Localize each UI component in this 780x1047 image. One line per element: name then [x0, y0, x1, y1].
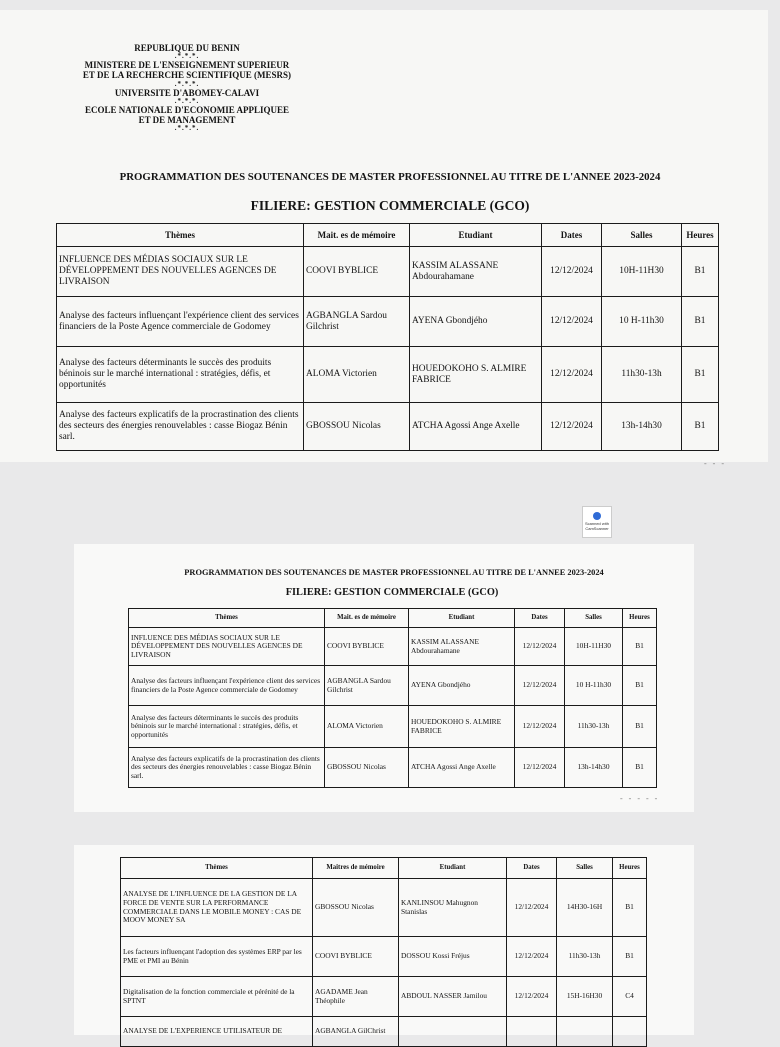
cell-date: 12/12/2024 — [515, 748, 565, 788]
cell-theme: Analyse des facteurs influençant l'expérience client des services financiers de la Poste Agence commerciale de Godomey — [129, 666, 325, 706]
header-separator: .*.*.*. — [174, 79, 200, 88]
cell-hour: B1 — [613, 879, 647, 937]
header-separator: .*.*.*. — [174, 96, 200, 105]
table-row — [129, 628, 657, 666]
cell-date: 12/12/2024 — [507, 977, 557, 1017]
scanned-with-label: Scanned with — [584, 521, 609, 526]
column-header-dates: Dates — [507, 858, 557, 879]
table-header-row — [129, 609, 657, 628]
scan-mark: - - - - - — [620, 794, 660, 803]
table-row — [129, 666, 657, 706]
cell-theme: ANALYSE DE L'EXPERIENCE UTILISATEUR DE — [121, 1017, 313, 1047]
cell-date: 12/12/2024 — [515, 666, 565, 706]
cell-room: 10H-11H30 — [565, 628, 623, 666]
cell-room: 11h30-13h — [565, 706, 623, 748]
cell-student: AYENA Gbondjého — [410, 297, 542, 347]
cell-supervisor: GBOSSOU Nicolas — [325, 748, 409, 788]
cell-hour: B1 — [613, 937, 647, 977]
document-title: PROGRAMMATION DES SOUTENANCES DE MASTER PROFESSIONNEL AU TITRE DE L'ANNEE 2023-2024 — [119, 171, 661, 183]
column-header-rooms: Salles — [565, 609, 623, 628]
cell-theme: Analyse des facteurs explicatifs de la procrastination des clients des secteurs des énergies renouvelables : casse Biogaz Bénin sarl. — [129, 748, 325, 788]
cell-date: 12/12/2024 — [515, 628, 565, 666]
cell-supervisor: AGBANGLA Sardou Gilchrist — [325, 666, 409, 706]
column-header-rooms: Salles — [602, 224, 682, 247]
scanned-page-1 — [0, 10, 768, 468]
cell-room: 13h-14h30 — [602, 403, 682, 451]
institution-header — [78, 43, 296, 132]
cell-date: 12/12/2024 — [542, 247, 602, 297]
table-row — [57, 347, 719, 403]
cell-theme: Analyse des facteurs explicatifs de la procrastination des clients des secteurs des énergies renouvelables : casse Biogaz Bénin sarl. — [57, 403, 304, 451]
cell-date: 12/12/2024 — [515, 706, 565, 748]
camscanner-badge — [582, 506, 612, 538]
header-line-ministry: MINISTERE DE L'ENSEIGNEMENT SUPERIEUR ET DE LA RECHERCHE SCIENTIFIQUE (MESRS) — [82, 60, 292, 81]
cell-date: 12/12/2024 — [542, 403, 602, 451]
header-line-university: UNIVERSITE D'ABOMEY-CALAVI — [114, 87, 260, 98]
cell-date — [507, 1017, 557, 1047]
cell-supervisor: COOVI BYBLICE — [304, 247, 410, 297]
cell-room: 11h30-13h — [557, 937, 613, 977]
cell-hour: B1 — [682, 297, 719, 347]
cell-date: 12/12/2024 — [542, 347, 602, 403]
cell-theme: INFLUENCE DES MÉDIAS SOCIAUX SUR LE DÉVELOPPEMENT DES NOUVELLES AGENCES DE LIVRAISON — [57, 247, 304, 297]
table-header-row — [57, 224, 719, 247]
table-row — [121, 937, 647, 977]
cell-hour: B1 — [623, 628, 657, 666]
cell-supervisor: AGBANGLA GilChrist — [313, 1017, 399, 1047]
column-header-student: Etudiant — [399, 858, 507, 879]
cell-theme: ANALYSE DE L'INFLUENCE DE LA GESTION DE LA FORCE DE VENTE SUR LA PERFORMANCE COMMERCIALE DANS LE MOBILE MONEY : CAS DE MOOV MONEY SA — [121, 879, 313, 937]
cell-date: 12/12/2024 — [507, 879, 557, 937]
cell-hour: C4 — [613, 977, 647, 1017]
cell-room: 15H-16H30 — [557, 977, 613, 1017]
cell-supervisor: ALOMA Victorien — [325, 706, 409, 748]
column-header-dates: Dates — [542, 224, 602, 247]
document-title: PROGRAMMATION DES SOUTENANCES DE MASTER PROFESSIONNEL AU TITRE DE L'ANNEE 2023-2024 — [184, 568, 604, 577]
table-row — [57, 403, 719, 451]
cell-room: 10H-11H30 — [602, 247, 682, 297]
cell-student: AYENA Gbondjého — [409, 666, 515, 706]
cell-hour: B1 — [623, 666, 657, 706]
cell-student: KASSIM ALASSANE Abdourahamane — [410, 247, 542, 297]
column-header-rooms: Salles — [557, 858, 613, 879]
header-separator: .*.*.*. — [174, 52, 200, 61]
cell-theme: Analyse des facteurs influençant l'expérience client des services financiers de la Poste Agence commerciale de Godomey — [57, 297, 304, 347]
cell-student: ATCHA Agossi Ange Axelle — [409, 748, 515, 788]
cell-hour: B1 — [623, 706, 657, 748]
cell-hour: B1 — [623, 748, 657, 788]
table-header-row — [121, 858, 647, 879]
column-header-supervisors: Mait. es de mémoire — [325, 609, 409, 628]
cell-theme: INFLUENCE DES MÉDIAS SOCIAUX SUR LE DÉVELOPPEMENT DES NOUVELLES AGENCES DE LIVRAISON — [129, 628, 325, 666]
document-subtitle: FILIERE: GESTION COMMERCIALE (GCO) — [250, 198, 530, 213]
cell-date: 12/12/2024 — [542, 297, 602, 347]
table-row — [57, 297, 719, 347]
column-header-hours: Heures — [682, 224, 719, 247]
cell-hour: B1 — [682, 347, 719, 403]
column-header-themes: Thèmes — [57, 224, 304, 247]
cell-room: 13h-14h30 — [565, 748, 623, 788]
cell-student: HOUEDOKOHO S. ALMIRE FABRICE — [410, 347, 542, 403]
cell-student: KASSIM ALASSANE Abdourahamane — [409, 628, 515, 666]
schedule-table — [120, 857, 647, 1047]
cell-student: ABDOUL NASSER Jamilou — [399, 977, 507, 1017]
cell-room: 14H30-16H — [557, 879, 613, 937]
cell-student — [399, 1017, 507, 1047]
cell-date: 12/12/2024 — [507, 937, 557, 977]
header-separator: .*.*.*. — [174, 124, 200, 133]
column-header-themes: Thèmes — [121, 858, 313, 879]
table-row — [121, 977, 647, 1017]
scan-mark: - - - — [704, 459, 726, 468]
cell-supervisor: GBOSSOU Nicolas — [313, 879, 399, 937]
cell-room: 10 H-11h30 — [602, 297, 682, 347]
column-header-hours: Heures — [613, 858, 647, 879]
column-header-student: Etudiant — [409, 609, 515, 628]
table-row — [121, 1017, 647, 1047]
column-header-supervisors: Mait. es de mémoire — [304, 224, 410, 247]
cell-theme: Analyse des facteurs déterminants le succès des produits béninois sur le marché international : stratégies, défis, et opportunités — [129, 706, 325, 748]
scanned-page-3 — [74, 845, 694, 1035]
header-line-school: ECOLE NATIONALE D'ECONOMIE APPLIQUEE ET DE MANAGEMENT — [84, 104, 290, 126]
table-row — [121, 879, 647, 937]
cell-room — [557, 1017, 613, 1047]
column-header-themes: Thèmes — [129, 609, 325, 628]
schedule-table — [56, 223, 719, 451]
header-line-republic: REPUBLIQUE DU BENIN — [134, 43, 240, 53]
cell-room: 10 H-11h30 — [565, 666, 623, 706]
table-row — [57, 247, 719, 297]
cell-hour — [613, 1017, 647, 1047]
cell-student: HOUEDOKOHO S. ALMIRE FABRICE — [409, 706, 515, 748]
column-header-dates: Dates — [515, 609, 565, 628]
cell-student: DOSSOU Kossi Fréjus — [399, 937, 507, 977]
cell-supervisor: COOVI BYBLICE — [313, 937, 399, 977]
scanner-app-label: CamScanner — [585, 526, 609, 531]
cell-theme: Analyse des facteurs déterminants le succès des produits béninois sur le marché international : stratégies, défis, et opportunités — [57, 347, 304, 403]
cell-theme: Digitalisation de la fonction commerciale et pérénité de la SPTNT — [121, 977, 313, 1017]
cell-supervisor: ALOMA Victorien — [304, 347, 410, 403]
scanner-logo-icon — [593, 512, 601, 520]
table-row — [129, 748, 657, 788]
scanned-page-2 — [74, 544, 694, 812]
cell-theme: Les facteurs influençant l'adoption des systèmes ERP par les PME et PMI au Bénin — [121, 937, 313, 977]
cell-student: KANLINSOU Mahugnon Stanislas — [399, 879, 507, 937]
cell-supervisor: AGBANGLA Sardou Gilchrist — [304, 297, 410, 347]
column-header-student: Etudiant — [410, 224, 542, 247]
cell-student: ATCHA Agossi Ange Axelle — [410, 403, 542, 451]
table-row — [129, 706, 657, 748]
cell-supervisor: COOVI BYBLICE — [325, 628, 409, 666]
column-header-hours: Heures — [623, 609, 657, 628]
cell-hour: B1 — [682, 247, 719, 297]
cell-supervisor: GBOSSOU Nicolas — [304, 403, 410, 451]
cell-supervisor: AGADAME Jean Théophile — [313, 977, 399, 1017]
column-header-supervisors: Maitres de mémoire — [313, 858, 399, 879]
cell-hour: B1 — [682, 403, 719, 451]
document-subtitle: FILIERE: GESTION COMMERCIALE (GCO) — [285, 587, 499, 598]
schedule-table — [128, 608, 657, 788]
cell-room: 11h30-13h — [602, 347, 682, 403]
